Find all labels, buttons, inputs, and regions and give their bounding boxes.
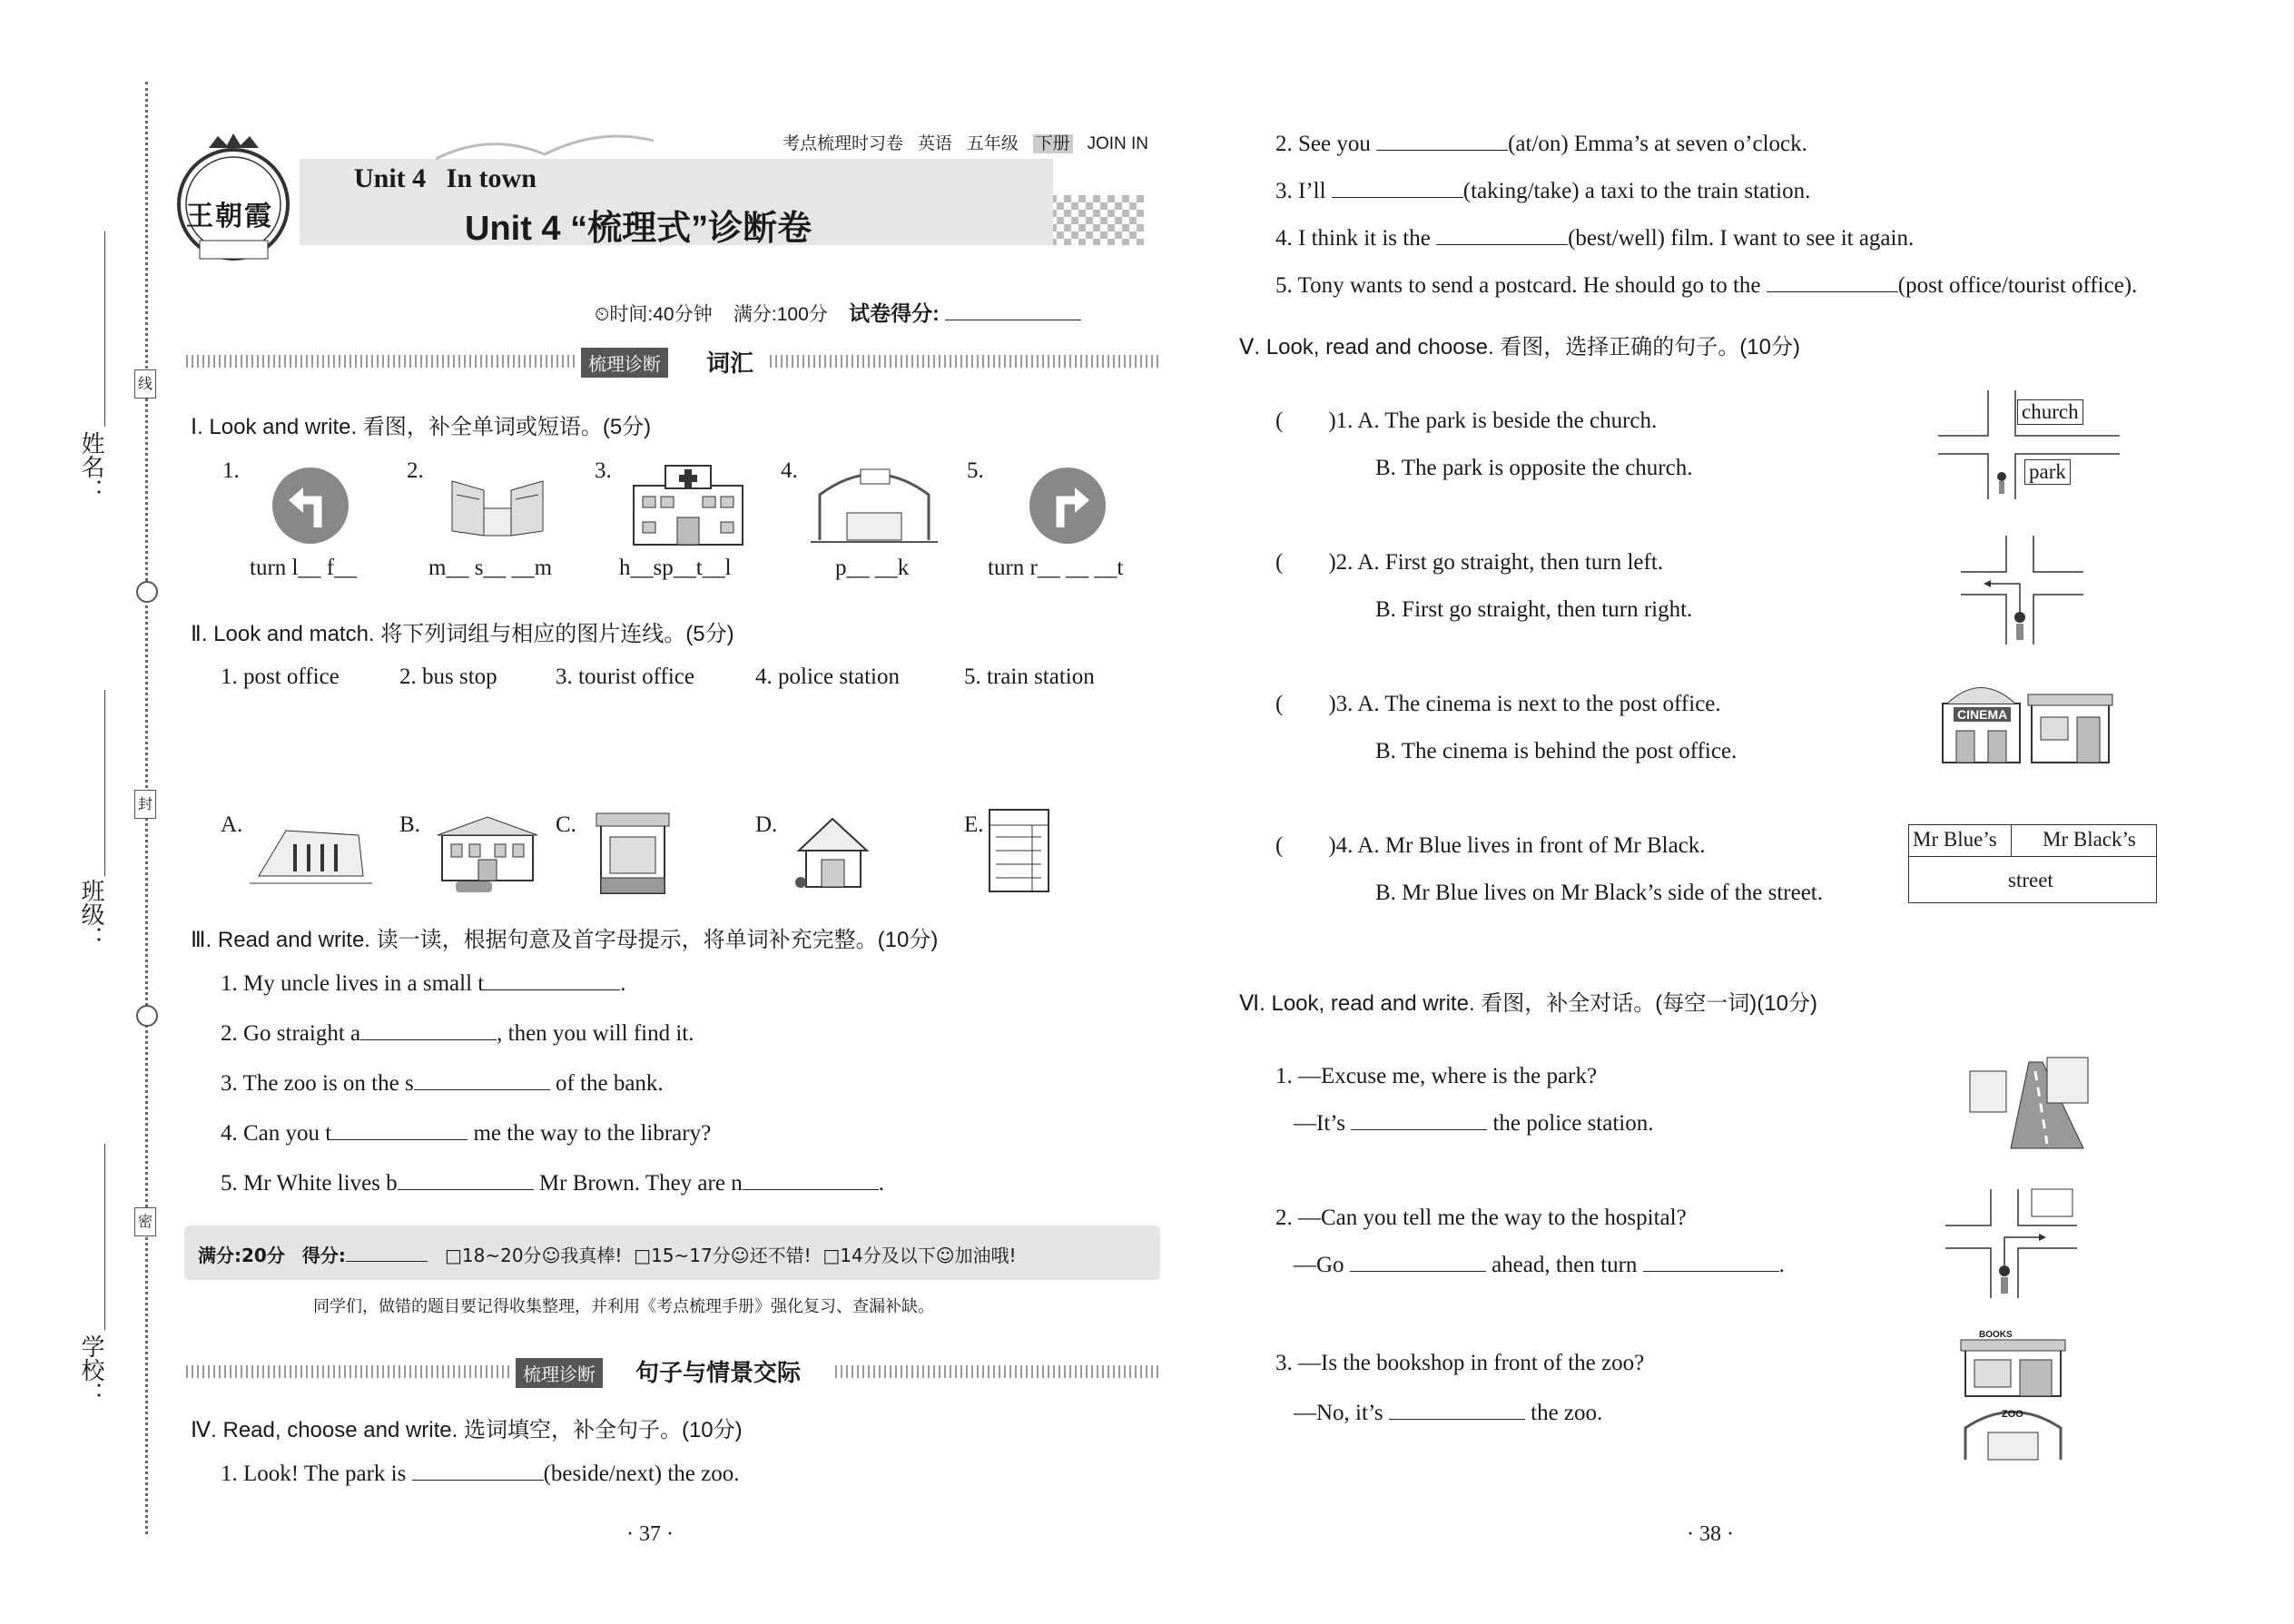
park-gate-icon (806, 458, 942, 549)
section-title-sentences: 句子与情景交际 (635, 1359, 802, 1386)
match-word-2[interactable]: 2. bus stop (399, 664, 497, 689)
section-5-title: Ⅴ. Look, read and choose. 看图，选择正确的句子。(10分) (1239, 335, 1800, 359)
match-word-3[interactable]: 3. tourist office (556, 664, 694, 689)
s5-item-3-b: B. The cinema is behind the post office. (1375, 739, 1738, 763)
s1-answer-2: m__ s__ __m (428, 556, 553, 580)
cinema-label: CINEMA (1954, 707, 2011, 722)
s1-num-3: 3. (595, 458, 612, 483)
match-letter-b: B. (399, 812, 420, 837)
match-letter-e: E. (964, 812, 984, 837)
s6-d2-q: 2. —Can you tell me the way to the hospital? (1275, 1206, 1687, 1230)
divider (186, 1365, 513, 1378)
zoo-label: ZOO (2002, 1409, 2023, 1420)
page-title: Unit 4 “梳理式”诊断卷 (465, 210, 812, 248)
answer-blank[interactable] (484, 971, 620, 990)
section-1-title: Ⅰ. Look and write. 看图，补全单词或短语。(5分) (191, 415, 652, 439)
s4-line-1: 1. Look! The park is (beside/next) the zoo. (221, 1462, 740, 1486)
s5-item-1: ( )1. A. The park is beside the church. (1275, 408, 1658, 433)
answer-blank[interactable] (398, 1171, 534, 1190)
answer-paren-blank[interactable] (1283, 834, 1328, 852)
score-blank[interactable] (945, 301, 1081, 320)
scissors-icon (136, 1005, 158, 1027)
police-station-picture[interactable] (424, 812, 551, 894)
s5-item-3: ( )3. A. The cinema is next to the post office. (1275, 692, 1721, 716)
smile-icon: ☺ (730, 1245, 750, 1266)
section-tag: 梳理诊断 (516, 1358, 603, 1388)
church-label: church (2017, 399, 2083, 425)
answer-blank[interactable] (1389, 1401, 1525, 1420)
s5-item-2: ( )2. A. First go straight, then turn left. (1275, 550, 1664, 575)
match-word-1[interactable]: 1. post office (221, 664, 340, 689)
answer-blank[interactable] (412, 1462, 544, 1481)
s5-item-2-b: B. First go straight, then turn right. (1375, 597, 1693, 622)
section-2-title: Ⅱ. Look and match. 将下列词组与相应的图片连线。(5分) (191, 622, 734, 646)
turn-left-sign-icon (271, 466, 352, 547)
house-divider (2011, 824, 2012, 856)
answer-blank[interactable] (1332, 179, 1463, 198)
s6-d1-q: 1. —Excuse me, where is the park? (1275, 1064, 1598, 1088)
s4-line-4: 4. I think it is the (best/well) film. I want to see it again. (1275, 226, 1915, 251)
mr-blue-label: Mr Blue’s (1913, 828, 1997, 851)
turn-right-sign-icon (1028, 466, 1109, 547)
answer-blank[interactable] (1643, 1253, 1779, 1272)
cinema-post-office-picture (1934, 676, 2115, 767)
bind-char-line: 线 (134, 369, 156, 399)
smile-icon: ☺ (935, 1245, 955, 1266)
s1-num-5: 5. (967, 458, 984, 483)
train-station-sign-picture[interactable] (985, 805, 1053, 896)
bookshop-zoo-picture (1952, 1333, 2074, 1464)
s4-line-5: 5. Tony wants to send a postcard. He should go to the (post office/tourist office). (1275, 273, 2138, 298)
answer-paren-blank[interactable] (1283, 693, 1328, 711)
match-letter-d: D. (755, 812, 778, 837)
s6-d1-a: —It’s the police station. (1294, 1111, 1654, 1136)
s6-d3-a: —No, it’s the zoo. (1294, 1401, 1603, 1425)
school-line (104, 1144, 105, 1330)
street-divider (1908, 856, 2157, 857)
answer-blank[interactable] (1350, 1253, 1486, 1272)
scissors-icon (136, 581, 158, 603)
road-park-picture (1961, 1048, 2097, 1153)
page-number-right: · 38 · (1687, 1522, 1734, 1546)
museum-icon (443, 468, 552, 545)
match-letter-a: A. (221, 812, 243, 837)
s1-answer-3: h__sp__t__l (619, 556, 732, 580)
s1-num-1: 1. (222, 458, 240, 483)
post-office-picture[interactable] (592, 810, 674, 896)
s5-item-1-b: B. The park is opposite the church. (1375, 456, 1693, 480)
answer-blank[interactable] (414, 1071, 550, 1090)
section-4-title: Ⅳ. Read, choose and write. 选词填空，补全句子。(10分) (191, 1418, 743, 1442)
smile-icon: ☺ (541, 1245, 561, 1266)
s1-answer-1: turn l__ f__ (250, 556, 358, 580)
s1-num-2: 2. (407, 458, 424, 483)
match-word-5[interactable]: 5. train station (964, 664, 1095, 689)
answer-blank[interactable] (743, 1171, 879, 1190)
answer-blank[interactable] (1436, 226, 1568, 245)
logo-text: 王朝霞 (186, 201, 273, 232)
answer-blank[interactable] (1351, 1111, 1487, 1130)
unit-line: Unit 4 In town (354, 163, 537, 193)
s5-item-4-b: B. Mr Blue lives on Mr Black’s side of the street. (1375, 881, 1823, 905)
bind-char-secret: 密 (134, 1207, 156, 1236)
header-meta: 考点梳理时习卷 英语 五年级 下册 JOIN IN (783, 134, 1148, 153)
s3-line-1: 1. My uncle lives in a small t . (221, 971, 626, 996)
section-3-title: Ⅲ. Read and write. 读一读，根据句意及首字母提示，将单词补充完整。(10分) (191, 928, 939, 952)
s1-answer-5: turn r__ __ __t (988, 556, 1124, 580)
exam-info: ⏲时间:40分钟 满分:100分 试卷得分: (595, 297, 1081, 327)
hospital-icon (625, 458, 752, 549)
answer-blank[interactable] (1376, 132, 1508, 151)
street-label: street (2008, 869, 2053, 891)
s6-d2-a: —Go ahead, then turn . (1294, 1253, 1785, 1277)
bus-stop-picture[interactable] (790, 805, 876, 896)
s1-num-4: 4. (781, 458, 798, 483)
divider (835, 1365, 1160, 1378)
name-line (104, 231, 105, 427)
class-label: 班级： (77, 879, 104, 950)
mr-black-label: Mr Black’s (2043, 828, 2136, 851)
s3-line-4: 4. Can you t me the way to the library? (221, 1121, 712, 1146)
bind-char-seal: 封 (134, 790, 156, 819)
s5-item-4: ( )4. A. Mr Blue lives in front of Mr Black. (1275, 833, 1706, 858)
answer-blank[interactable] (331, 1121, 468, 1140)
section-tag: 梳理诊断 (581, 348, 668, 378)
match-word-4[interactable]: 4. police station (755, 664, 900, 689)
s3-line-2: 2. Go straight a , then you will find it. (221, 1021, 694, 1046)
park-label: park (2024, 459, 2071, 485)
match-letter-c: C. (556, 812, 576, 837)
answer-paren-blank[interactable] (1283, 551, 1328, 569)
answer-paren-blank[interactable] (1283, 409, 1328, 428)
divider (770, 355, 1160, 368)
s6-d3-q: 3. —Is the bookshop in front of the zoo? (1275, 1351, 1645, 1375)
s3-line-3: 3. The zoo is on the s of the bank. (221, 1071, 664, 1096)
books-label: BOOKS (1979, 1330, 2013, 1340)
answer-blank[interactable] (1767, 273, 1898, 292)
score-bar-content: 满分:20分 得分: □18~20分☺我真棒! □15~17分☺还不错! □14分及以下☺加油哦! (198, 1245, 1017, 1266)
score-blank[interactable] (346, 1246, 428, 1262)
class-line (104, 690, 105, 876)
s4-line-3: 3. I’ll (taking/take) a taxi to the train station. (1275, 179, 1811, 203)
s3-line-5: 5. Mr White lives b Mr Brown. They are n . (221, 1171, 884, 1196)
tourist-office-picture[interactable] (250, 812, 372, 890)
page-number-left: · 37 · (626, 1522, 674, 1546)
answer-blank[interactable] (360, 1021, 497, 1040)
s1-answer-4: p__ __k (835, 556, 910, 580)
s4-line-2: 2. See you (at/on) Emma’s at seven o’clock. (1275, 132, 1807, 156)
score-note: 同学们，做错的题目要记得收集整理，并利用《考点梳理手册》强化复习、查漏补缺。 (313, 1297, 934, 1316)
section-6-title: Ⅵ. Look, read and write. 看图，补全对话。(每空一词)(10分) (1239, 991, 1817, 1016)
hospital-route-map (1941, 1185, 2086, 1303)
divider (186, 355, 576, 368)
crossroads-arrow-map (1956, 531, 2088, 649)
name-label: 姓名： (77, 431, 104, 502)
section-title-vocab: 词汇 (706, 349, 754, 377)
school-label: 学校： (77, 1334, 104, 1405)
